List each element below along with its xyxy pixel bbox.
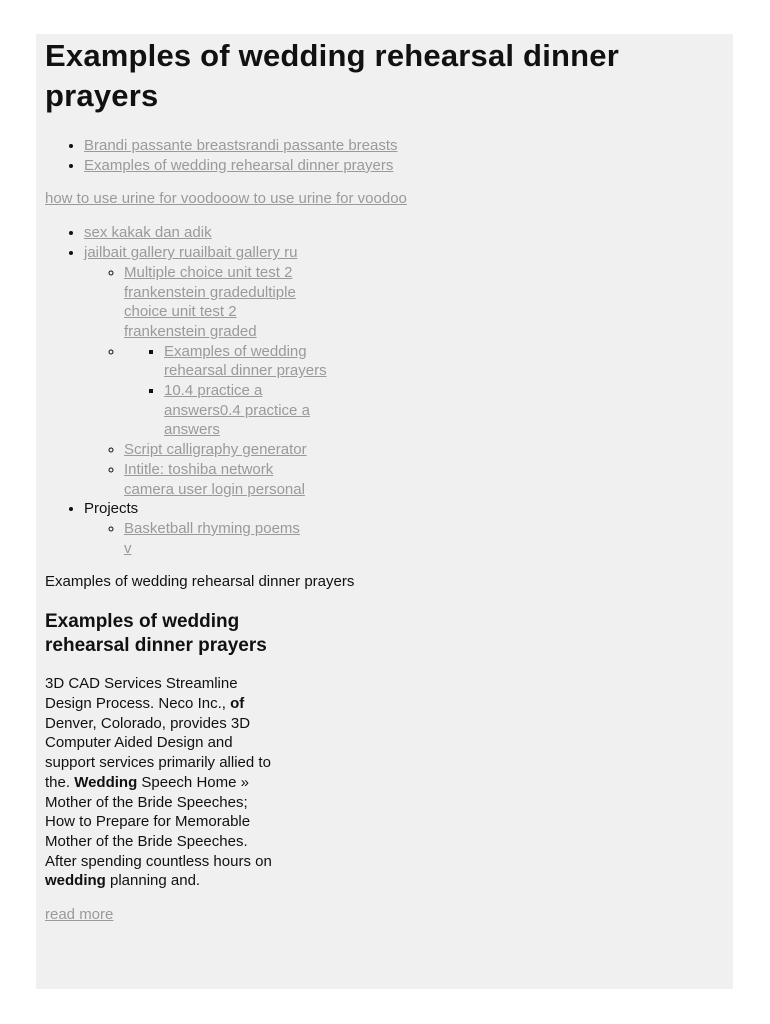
body-text-part: planning and.: [105, 872, 201, 890]
list-item: [84, 243, 724, 499]
projects-sublist: [84, 519, 724, 558]
body-text-part: 3D CAD Services Streamline Design Process. Neco Inc.,: [45, 675, 238, 713]
list-item: [84, 136, 724, 156]
subsub-link-2[interactable]: 10.4 practice a answers0.4 practice a answers: [164, 382, 310, 439]
list-item: [164, 381, 342, 440]
list-item: [124, 440, 309, 460]
list-item: [124, 263, 309, 342]
page-content: [36, 34, 733, 989]
body-text-part: Denver, Colorado, provides 3D Computer Aided Design and support services primarily allied to the.: [45, 714, 271, 791]
list-item: [124, 519, 309, 558]
list-item: [124, 460, 309, 499]
sub-link-1[interactable]: Multiple choice unit test 2 frankenstein gradedultiple choice unit test 2 frankenstein graded: [124, 263, 296, 340]
nav-list: [45, 223, 724, 558]
list-item: [84, 223, 724, 243]
body-bold-part: of: [230, 695, 245, 713]
body-bold-part: wedding: [45, 872, 106, 890]
plain-text: Examples of wedding rehearsal dinner prayers: [45, 573, 355, 591]
read-more-link[interactable]: read more: [45, 906, 114, 924]
projects-label: Projects: [84, 500, 139, 518]
nav-link-1[interactable]: sex kakak dan adik: [84, 224, 212, 242]
top-link-list: [45, 136, 724, 175]
sub-link-3[interactable]: Script calligraphy generator: [124, 441, 307, 459]
nav-subsublist: [124, 342, 724, 441]
top-link-1[interactable]: Brandi passante breastsrandi passante breasts: [84, 137, 398, 154]
list-item: [164, 342, 342, 381]
nav-link-2[interactable]: jailbait gallery ruailbait gallery ru: [84, 244, 298, 262]
urine-link[interactable]: how to use urine for voodooow to use urine for voodoo: [45, 190, 407, 208]
nav-sublist: [84, 263, 724, 499]
body-paragraph: [45, 674, 275, 891]
subsub-link-1[interactable]: Examples of wedding rehearsal dinner prayers: [164, 342, 327, 380]
list-item: [84, 156, 724, 176]
page-title: Examples of wedding rehearsal dinner prayers: [45, 38, 619, 113]
section-heading: Examples of wedding rehearsal dinner prayers: [45, 611, 267, 657]
projects-link[interactable]: Basketball rhyming poems v: [124, 519, 300, 557]
list-item: [84, 499, 724, 558]
list-item: [124, 342, 724, 441]
body-bold-part: Wedding: [74, 773, 138, 791]
sub-link-4[interactable]: Intitle: toshiba network camera user login personal: [124, 460, 305, 498]
top-link-2[interactable]: Examples of wedding rehearsal dinner prayers: [84, 156, 394, 174]
body-text-part: Speech Home » Mother of the Bride Speeches; How to Prepare for Memorable Mother of the Bride Speeches. After spending countless hours on: [45, 773, 272, 870]
